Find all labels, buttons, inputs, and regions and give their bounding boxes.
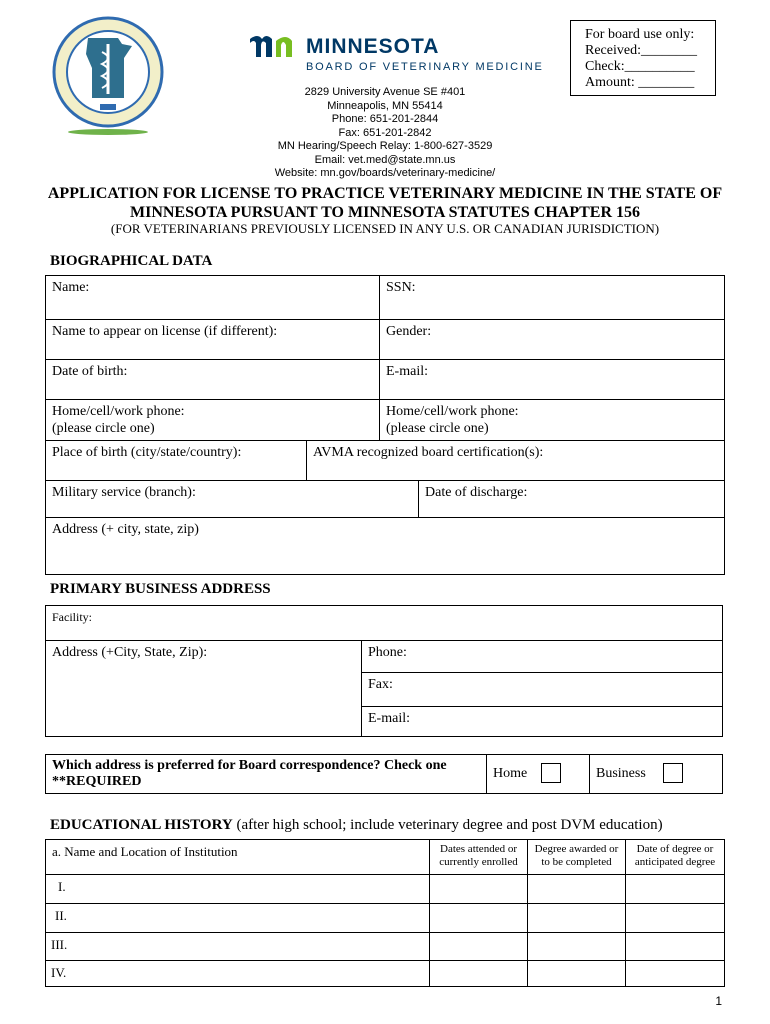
business-fax-field[interactable] xyxy=(361,672,722,706)
education-row-2-label: II. xyxy=(55,908,67,923)
education-row-3-label: III. xyxy=(51,937,68,952)
bio-discharge-label: Date of discharge: xyxy=(425,485,528,500)
bio-phone-left-note: (please circle one) xyxy=(52,421,155,436)
business-address-field[interactable] xyxy=(46,640,361,736)
bio-name-label: Name: xyxy=(52,280,90,295)
contact-fax: Fax: 651-201-2842 xyxy=(338,126,432,139)
bio-name-field[interactable] xyxy=(46,276,379,319)
education-col-date-degree: Date of degree or anticipated degree xyxy=(625,840,724,874)
bio-license-name-field[interactable] xyxy=(46,319,379,359)
preferred-home-checkbox[interactable] xyxy=(541,763,561,783)
education-table xyxy=(45,839,725,987)
bio-address-label: Address (+ city, state, zip) xyxy=(52,522,199,537)
contact-phone: Phone: 651-201-2844 xyxy=(331,113,439,125)
board-use-title: For board use only: xyxy=(585,27,695,42)
education-row-2[interactable] xyxy=(46,903,429,932)
education-col-institution: a. Name and Location of Institution xyxy=(52,844,238,859)
education-heading xyxy=(50,817,663,834)
business-email-label: E-mail: xyxy=(368,711,410,726)
preferred-business-label: Business xyxy=(596,766,646,781)
education-row-3[interactable] xyxy=(46,932,429,960)
bio-gender-label: Gender: xyxy=(386,324,432,339)
form-title: APPLICATION FOR LICENSE TO PRACTICE VETERINARY MEDICINE IN THE STATE OF MINNESOTA PURSUANT TO MINNESOTA STATUTES CHAPTER 156 xyxy=(47,185,723,221)
contact-website[interactable]: Website: mn.gov/boards/veterinary-medicine/ xyxy=(274,167,496,179)
preferred-required-text: **REQUIRED xyxy=(52,774,142,789)
preferred-address-table xyxy=(45,754,723,794)
education-row-4-label: IV. xyxy=(51,965,67,980)
business-phone-field[interactable] xyxy=(361,640,722,672)
education-row-4-degree[interactable] xyxy=(527,960,625,986)
bio-discharge-field[interactable] xyxy=(418,480,724,517)
education-heading-title: EDUCATIONAL HISTORY xyxy=(50,817,233,833)
bio-phone-left-label: Home/cell/work phone: xyxy=(52,404,185,419)
bio-license-name-label: Name to appear on license (if different): xyxy=(52,324,278,339)
bio-birthplace-label: Place of birth (city/state/country): xyxy=(52,445,242,460)
business-fax-label: Fax: xyxy=(368,677,393,692)
bio-ssn-field[interactable] xyxy=(379,276,724,319)
education-col-dates: Dates attended or currently enrolled xyxy=(429,840,527,874)
board-use-box xyxy=(570,20,716,96)
education-row-3-degree[interactable] xyxy=(527,932,625,960)
business-table xyxy=(45,605,723,737)
bio-phone-right-note: (please circle one) xyxy=(386,421,489,436)
bio-phone-right-field[interactable] xyxy=(379,399,724,440)
education-row-1-date[interactable] xyxy=(625,874,724,903)
logo-wordmark: MINNESOTA xyxy=(306,35,440,58)
contact-city: Minneapolis, MN 55414 xyxy=(327,99,443,112)
bio-avma-label: AVMA recognized board certification(s): xyxy=(313,445,544,460)
bio-ssn-label: SSN: xyxy=(386,280,416,295)
preferred-business-checkbox[interactable] xyxy=(663,763,683,783)
business-email-field[interactable] xyxy=(361,706,722,736)
board-seal xyxy=(52,14,164,136)
bio-heading: BIOGRAPHICAL DATA xyxy=(50,253,213,269)
bio-address-field[interactable] xyxy=(46,517,724,574)
board-use-received: Received:________ xyxy=(585,43,697,58)
preferred-question xyxy=(46,755,486,793)
page-number: 1 xyxy=(715,994,722,1008)
contact-address: 2829 University Avenue SE #401 xyxy=(304,86,466,98)
bio-gender-field[interactable] xyxy=(379,319,724,359)
education-row-1-label: I. xyxy=(58,879,66,894)
bio-military-field[interactable] xyxy=(46,480,418,517)
contact-relay: MN Hearing/Speech Relay: 1-800-627-3529 xyxy=(277,140,493,152)
form-subtitle: (FOR VETERINARIANS PREVIOUSLY LICENSED IN ANY U.S. OR CANADIAN JURISDICTION) xyxy=(110,221,660,236)
education-col-degree: Degree awarded or to be completed xyxy=(527,840,625,874)
board-use-amount: Amount: ________ xyxy=(585,75,695,90)
preferred-business-option[interactable] xyxy=(589,755,722,793)
preferred-question-text: Which address is preferred for Board correspondence? Check one xyxy=(52,758,447,773)
education-row-1[interactable] xyxy=(46,874,429,903)
board-use-check: Check:__________ xyxy=(585,59,695,74)
business-facility-field[interactable] xyxy=(46,606,722,640)
bio-table xyxy=(45,275,725,575)
education-row-1-dates[interactable] xyxy=(429,874,527,903)
contact-block xyxy=(240,86,530,181)
education-row-4[interactable] xyxy=(46,960,429,986)
preferred-home-option[interactable] xyxy=(486,755,589,793)
education-heading-note: (after high school; include veterinary degree and post DVM education) xyxy=(232,817,663,833)
bio-phone-right-label: Home/cell/work phone: xyxy=(386,404,519,419)
bio-avma-field[interactable] xyxy=(306,440,724,480)
education-row-3-date[interactable] xyxy=(625,932,724,960)
mn-logo-icon xyxy=(248,33,298,59)
bio-email-field[interactable] xyxy=(379,359,724,399)
bio-dob-label: Date of birth: xyxy=(52,364,128,379)
logo-subtitle: BOARD OF VETERINARY MEDICINE xyxy=(306,61,544,73)
bio-email-label: E-mail: xyxy=(386,364,428,379)
bio-phone-left-field[interactable] xyxy=(46,399,379,440)
education-row-2-date[interactable] xyxy=(625,903,724,932)
business-heading: PRIMARY BUSINESS ADDRESS xyxy=(50,581,271,597)
bio-dob-field[interactable] xyxy=(46,359,379,399)
education-row-1-degree[interactable] xyxy=(527,874,625,903)
bio-military-label: Military service (branch): xyxy=(52,485,196,500)
contact-email[interactable]: Email: vet.med@state.mn.us xyxy=(314,153,456,166)
education-row-3-dates[interactable] xyxy=(429,932,527,960)
education-row-4-dates[interactable] xyxy=(429,960,527,986)
mn-logo xyxy=(248,33,544,75)
education-row-2-dates[interactable] xyxy=(429,903,527,932)
business-facility-label: Facility: xyxy=(52,610,92,624)
business-phone-label: Phone: xyxy=(368,645,407,660)
bio-birthplace-field[interactable] xyxy=(46,440,306,480)
preferred-home-label: Home xyxy=(493,766,528,781)
education-row-4-date[interactable] xyxy=(625,960,724,986)
business-address-label: Address (+City, State, Zip): xyxy=(52,645,208,660)
education-row-2-degree[interactable] xyxy=(527,903,625,932)
